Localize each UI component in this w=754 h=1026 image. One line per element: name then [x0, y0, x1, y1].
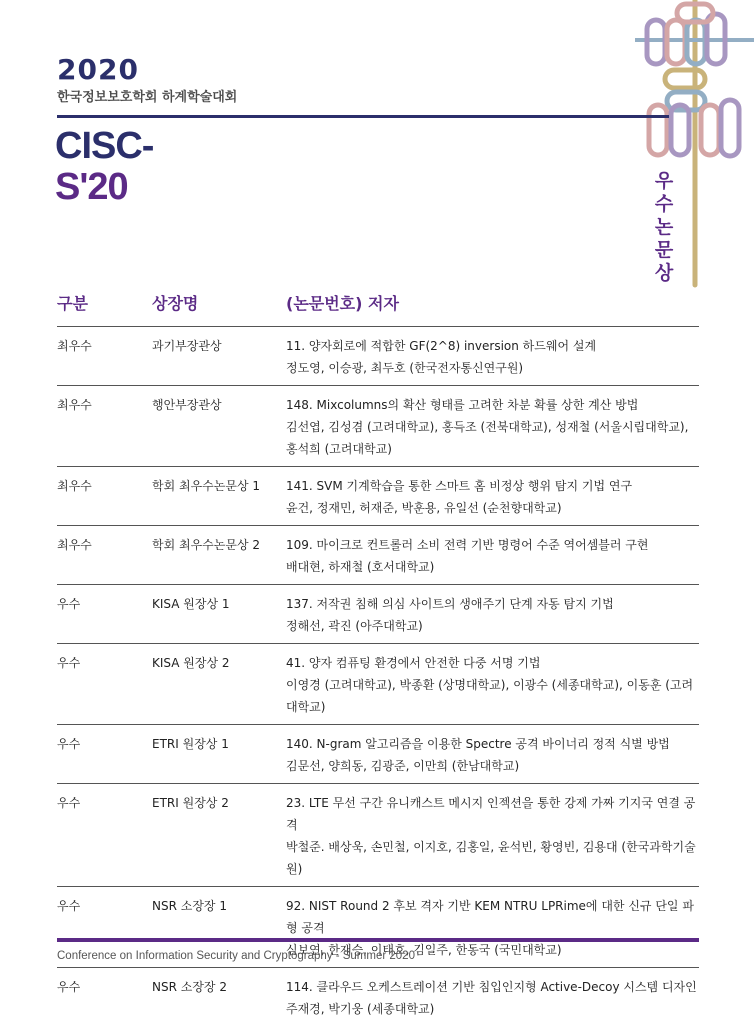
paper-title: 109. 마이크로 컨트롤러 소비 전력 기반 명령어 수준 역어셈블러 구현: [286, 538, 649, 552]
column-header-award: 상장명: [152, 294, 199, 313]
paper-cell: [265, 784, 699, 886]
organization-name: 한국정보보호학회 하계학술대회: [57, 90, 238, 105]
category-cell: 우수: [57, 737, 81, 751]
award-cell: ETRI 원장상 2: [152, 796, 229, 810]
paper-authors: 이영경 (고려대학교), 박종환 (상명대학교), 이광수 (세종대학교), 이동훈 (고려대학교): [286, 678, 694, 714]
award-cell: 행안부장관상: [152, 398, 222, 412]
category-cell: 우수: [57, 796, 81, 810]
paper-authors: 정해선, 곽진 (아주대학교): [286, 619, 423, 633]
category-cell: 우수: [57, 980, 81, 994]
table-row: [57, 466, 699, 525]
paper-cell: [265, 467, 699, 525]
award-vertical-title: [652, 170, 676, 285]
award-table: [57, 326, 699, 1026]
category-cell: 최우수: [57, 398, 92, 412]
paper-authors: 정도영, 이승광, 최두호 (한국전자통신연구원): [286, 361, 524, 375]
paper-authors: 김문선, 양희동, 김광준, 이만희 (한남대학교): [286, 759, 520, 773]
footer-text: Conference on Information Security and Cryptography - Summer 2020: [57, 950, 415, 962]
paper-cell: [265, 526, 699, 584]
table-row: [57, 385, 699, 466]
conference-title-line1: CISC-: [55, 125, 154, 167]
paper-authors: 배대현, 하재철 (호서대학교): [286, 560, 435, 574]
paper-title: 137. 저작권 침해 의심 사이트의 생애주기 단계 자동 탐지 기법: [286, 597, 614, 611]
award-cell: 학회 최우수논문상 2: [152, 538, 261, 552]
paper-cell: [265, 327, 699, 385]
table-row: [57, 525, 699, 584]
paper-title: 140. N-gram 알고리즘을 이용한 Spectre 공격 바이너리 정적 식별 방법: [286, 737, 670, 751]
paper-authors: 김선엽, 김성겸 (고려대학교), 홍득조 (전북대학교), 성재철 (서울시립대학교), 홍석희 (고려대학교): [286, 420, 689, 456]
award-vertical-char: 문: [654, 239, 674, 261]
paper-title: 11. 양자회로에 적합한 GF(2^8) inversion 하드웨어 설계: [286, 339, 597, 353]
paper-title: 141. SVM 기계학습을 통한 스마트 홈 비정상 행위 탐지 기법 연구: [286, 479, 633, 493]
award-vertical-char: 우: [654, 170, 674, 192]
paper-authors: 주재경, 박기웅 (세종대학교): [286, 1002, 435, 1016]
award-cell: ETRI 원장상 1: [152, 737, 229, 751]
column-header-category: 구분: [57, 294, 88, 313]
paper-cell: [265, 968, 699, 1026]
paper-cell: [265, 585, 699, 643]
paper-title: 114. 클라우드 오케스트레이션 기반 침입인지형 Active-Decoy 시스템 디자인: [286, 980, 697, 994]
award-vertical-char: 논: [654, 216, 674, 238]
table-row: [57, 724, 699, 783]
category-cell: 우수: [57, 597, 81, 611]
award-cell: NSR 소장장 2: [152, 980, 227, 994]
award-cell: KISA 원장상 1: [152, 597, 230, 611]
category-cell: 최우수: [57, 479, 92, 493]
conference-title-line2: S'20: [55, 166, 128, 208]
paper-authors: 심보연, 한재승, 이태호, 김일주, 한동국 (국민대학교): [286, 943, 562, 957]
table-row: [57, 783, 699, 886]
column-header-paper: (논문번호) 저자: [286, 294, 399, 313]
paper-cell: [265, 725, 699, 783]
table-row: [57, 643, 699, 724]
footer-divider: [57, 938, 699, 942]
award-cell: 학회 최우수논문상 1: [152, 479, 261, 493]
award-vertical-char: 수: [654, 193, 674, 215]
header-divider: [57, 115, 669, 118]
category-cell: 우수: [57, 656, 81, 670]
table-row: [57, 584, 699, 643]
paper-title: 92. NIST Round 2 후보 격자 기반 KEM NTRU LPRime에 대한 신규 단일 파형 공격: [286, 899, 694, 935]
conference-year: 2020: [57, 53, 139, 86]
paper-title: 23. LTE 무선 구간 유니캐스트 메시지 인젝션을 통한 강제 가짜 기지국 연결 공격: [286, 796, 696, 832]
award-cell: KISA 원장상 2: [152, 656, 230, 670]
paper-title: 41. 양자 컴퓨팅 환경에서 안전한 다중 서명 기법: [286, 656, 541, 670]
paper-cell: [265, 644, 699, 724]
paper-authors: 윤건, 정재민, 허재준, 박훈용, 유일선 (순천향대학교): [286, 501, 562, 515]
category-cell: 최우수: [57, 339, 92, 353]
paper-cell: [265, 386, 699, 466]
paper-authors: 박철준. 배상욱, 손민철, 이지호, 김홍일, 윤석빈, 황영빈, 김용대 (한국과학기술원): [286, 840, 696, 876]
award-cell: NSR 소장장 1: [152, 899, 227, 913]
category-cell: 최우수: [57, 538, 92, 552]
table-row: [57, 326, 699, 385]
award-vertical-char: 상: [654, 262, 674, 284]
award-cell: 과기부장관상: [152, 339, 222, 353]
paper-title: 148. Mixcolumns의 확산 형태를 고려한 차분 확률 상한 계산 방법: [286, 398, 639, 412]
table-row: [57, 967, 699, 1026]
category-cell: 우수: [57, 899, 81, 913]
